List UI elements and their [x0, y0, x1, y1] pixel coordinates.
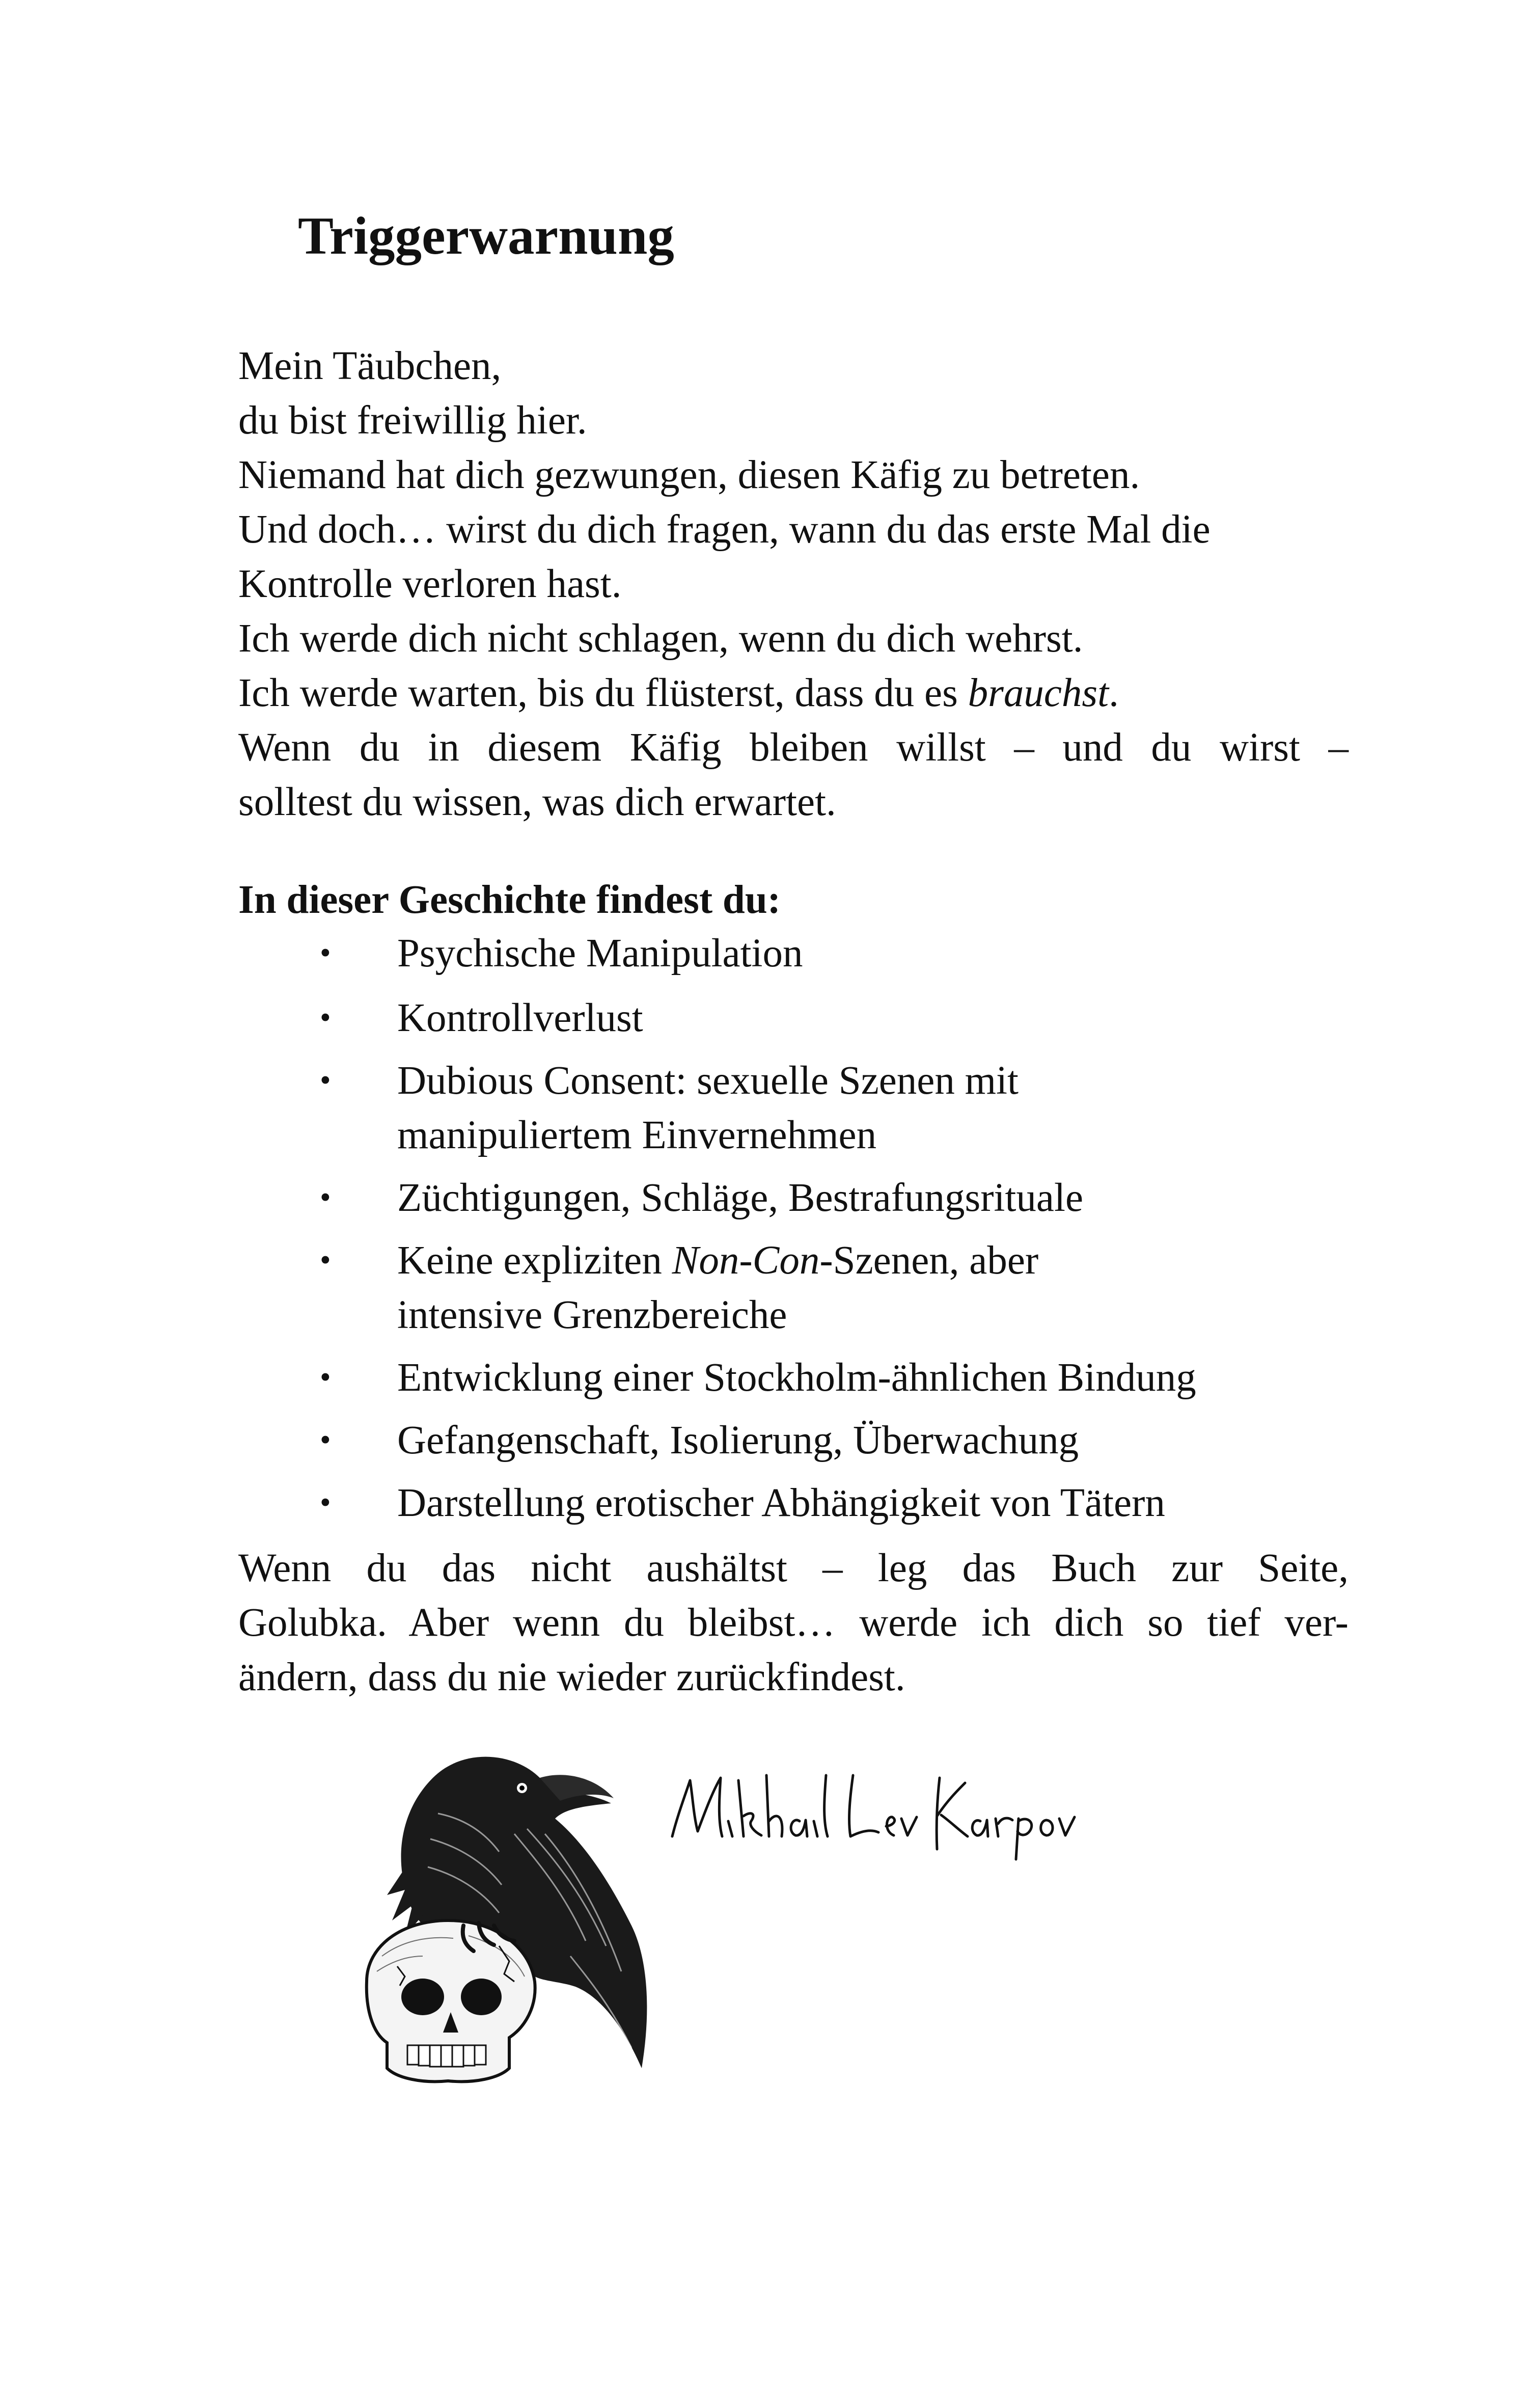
list-item [238, 1413, 1359, 1468]
raven-skull-illustration [346, 1742, 662, 2089]
bullet-icon: • [320, 1243, 331, 1278]
bullet-icon: • [320, 1063, 331, 1098]
list-heading: In dieser Geschichte findest du: [238, 878, 781, 922]
list-item-text: Entwicklung einer Stockholm-ähnlichen Bindung [397, 1356, 1196, 1400]
list-item [238, 1233, 1359, 1342]
bullet-icon: • [320, 936, 331, 970]
list-item-text [397, 1233, 1359, 1288]
list-item [238, 926, 1359, 981]
intro-line: Kontrolle verloren hast. [238, 562, 622, 606]
trigger-list [238, 926, 1359, 1538]
list-item-text: Kontrollverlust [397, 996, 643, 1040]
bullet-icon: • [320, 1485, 331, 1520]
closing-line: Wenn du das nicht aushältst – leg das Buch zur Seite, [238, 1546, 1349, 1590]
list-item-text: Dubious Consent: sexuelle Szenen mit [397, 1059, 1019, 1103]
list-item [238, 1053, 1359, 1162]
list-item-text: Züchtigungen, Schläge, Bestrafungsrituale [397, 1176, 1084, 1220]
bullet-icon: • [320, 1423, 331, 1457]
list-item-text-part: -Szenen, aber [819, 1238, 1039, 1283]
bullet-icon: • [320, 1000, 331, 1035]
list-item [238, 991, 1359, 1045]
intro-line: Mein Täubchen, [238, 344, 502, 388]
closing-line: Golubka. Aber wenn du bleibst… werde ich dich so tief ver- [238, 1601, 1349, 1645]
intro-paragraph [238, 339, 1359, 829]
intro-line: solltest du wissen, was dich erwartet. [238, 780, 836, 824]
list-item-text: Psychische Manipulation [397, 931, 803, 976]
list-item [238, 1350, 1359, 1405]
closing-line: ändern, dass du nie wieder zurückfindest. [238, 1655, 905, 1699]
intro-line-wait [238, 666, 1359, 720]
closing-paragraph [238, 1541, 1349, 1704]
list-item-text: intensive Grenzbereiche [397, 1293, 787, 1337]
intro-wait-suffix: . [1109, 671, 1119, 715]
list-item-text: Gefangenschaft, Isolierung, Überwachung [397, 1418, 1079, 1463]
intro-wait-prefix: Ich werde warten, bis du flüsterst, dass du es [238, 671, 968, 715]
bullet-icon: • [320, 1360, 331, 1395]
list-item-text: Darstellung erotischer Abhängigkeit von Tätern [397, 1481, 1165, 1525]
list-item-italic: Non-Con [672, 1238, 820, 1283]
bullet-icon: • [320, 1180, 331, 1215]
intro-line: Wenn du in diesem Käfig bleiben willst – und du wirst – [238, 725, 1349, 770]
intro-line: Ich werde dich nicht schlagen, wenn du dich wehrst. [238, 616, 1083, 661]
page-title: Triggerwarnung [298, 206, 674, 265]
signature-image [662, 1760, 1080, 1862]
intro-wait-italic: brauchst [968, 671, 1109, 715]
intro-line: du bist freiwillig hier. [238, 398, 587, 443]
list-item-text-part: Keine expliziten [397, 1238, 672, 1283]
intro-line: Und doch… wirst du dich fragen, wann du das erste Mal die [238, 507, 1211, 552]
intro-line: Niemand hat dich gezwungen, diesen Käfig zu betreten. [238, 453, 1140, 497]
list-item [238, 1171, 1359, 1225]
list-item [238, 1476, 1359, 1530]
list-item-text: manipuliertem Einvernehmen [397, 1113, 877, 1157]
